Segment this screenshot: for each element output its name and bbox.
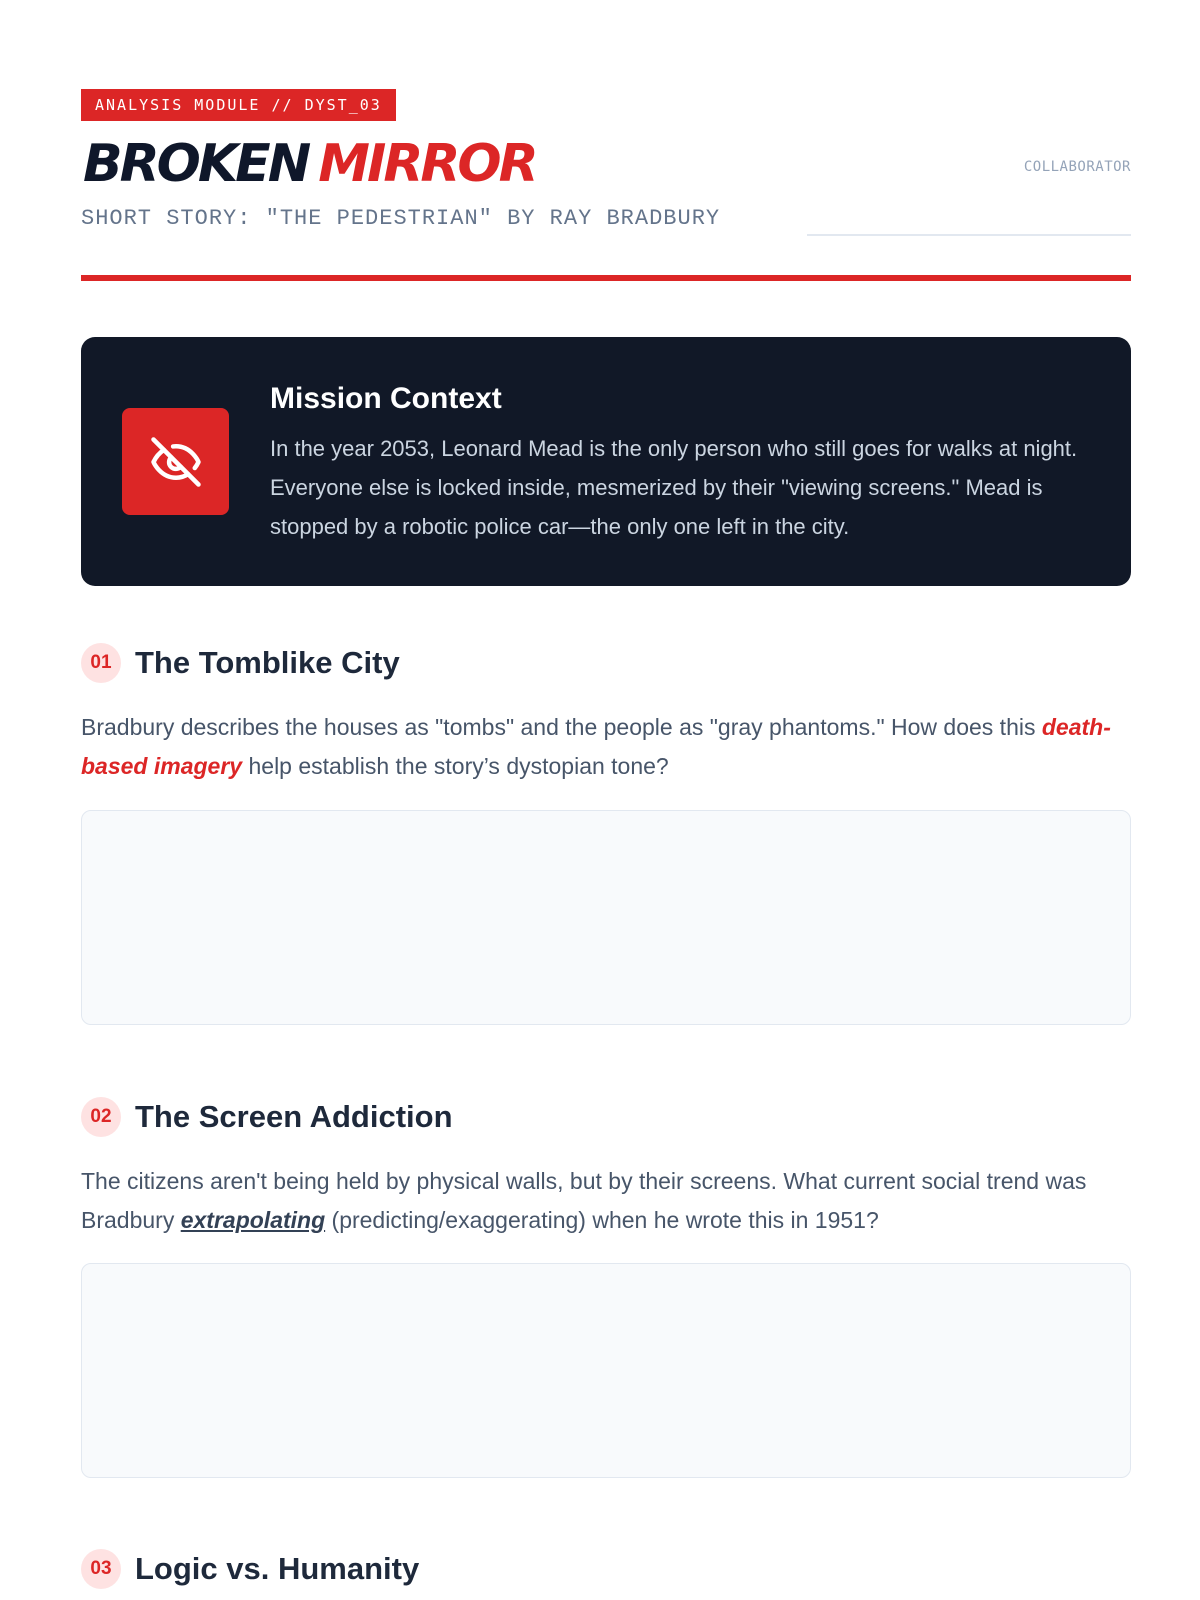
collaborator-label: COLLABORATOR: [1023, 159, 1131, 175]
question-title: The Tomblike City: [135, 645, 400, 680]
question-title: The Screen Addiction: [135, 1099, 453, 1134]
prompt-emphasis: extrapolating: [180, 1207, 326, 1233]
answer-textarea[interactable]: [81, 1263, 1131, 1478]
prompt-text: (predicting/exaggerating) when he wrote this in 1951?: [325, 1207, 879, 1233]
prompt-emphasis: death-based imagery: [81, 714, 1111, 779]
question-title: Logic vs. Humanity: [135, 1551, 420, 1586]
mission-context-card: [81, 337, 1131, 586]
collaborator-input[interactable]: [807, 196, 1131, 236]
context-body: In the year 2053, Leonard Mead is the only person who still goes for walks at night. Everyone else is locked inside, mesmerized by their "viewing screens." Mead is stopped by a robotic police car—the only one left in the city.: [270, 436, 1078, 539]
eye-slash-icon: [122, 408, 229, 515]
context-title: Mission Context: [270, 382, 502, 415]
header-divider: [81, 275, 1131, 281]
title-word-mirror: MIRROR: [318, 134, 536, 194]
question-number-badge: 03: [81, 1549, 121, 1589]
question-prompt: [81, 1162, 1131, 1240]
question-number-badge: 02: [81, 1097, 121, 1137]
question-prompt: [81, 708, 1131, 786]
prompt-text: help establish the story’s dystopian tone?: [242, 753, 669, 779]
module-tag: ANALYSIS MODULE // DYST_03: [81, 89, 396, 121]
title-word-broken: BROKEN: [83, 134, 309, 194]
page-title: [83, 134, 536, 194]
page-subtitle: SHORT STORY: "THE PEDESTRIAN" BY RAY BRADBURY: [81, 206, 721, 231]
prompt-text: The citizens aren't being held by physical walls, but by their screens. What current social trend was Bradbury: [81, 1168, 1087, 1233]
question-number-badge: 01: [81, 643, 121, 683]
answer-textarea[interactable]: [81, 810, 1131, 1025]
prompt-text: Bradbury describes the houses as "tombs" and the people as "gray phantoms." How does this: [81, 714, 1042, 740]
